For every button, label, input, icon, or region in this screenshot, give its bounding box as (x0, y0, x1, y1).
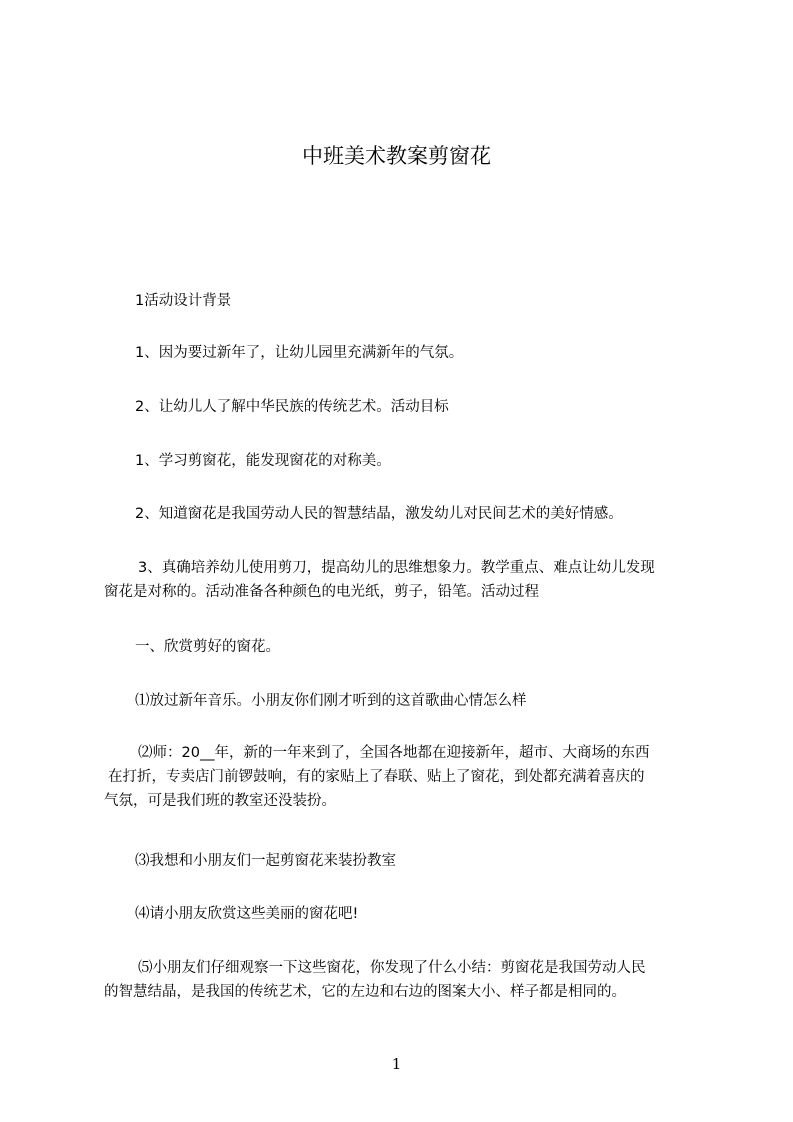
document-title: 中班美术教案剪窗花 (302, 144, 491, 168)
paragraph-step-1-item-5 (104, 956, 704, 1004)
paragraph-step-1-item-5-line-1: ⑸小朋友们仔细观察一下这些窗花，你发现了什么小结：剪窗花是我国劳动人民 (138, 960, 646, 976)
paragraph-step-1-item-2-line-2: 在打折，专卖店门前锣鼓响，有的家贴上了春联、贴上了窗花，到处都充满着喜庆的 (108, 769, 645, 785)
section-heading-background: 1活动设计背景 (135, 293, 232, 309)
paragraph-goal-1: 1、学习剪窗花，能发现窗花的对称美。 (135, 453, 391, 469)
paragraph-step-1-item-2-line-3: 气氛，可是我们班的教室还没装扮。 (104, 793, 336, 809)
paragraph-step-1-item-4: ⑷请小朋友欣赏这些美丽的窗花吧! (135, 906, 359, 922)
paragraph-goal-2: 2、知道窗花是我国劳动人民的智慧结晶，激发幼儿对民间艺术的美好情感。 (135, 506, 623, 522)
page-number: 1 (391, 1055, 402, 1073)
paragraph-reason-2: 2、让幼儿人了解中华民族的传统艺术。活动目标 (135, 399, 449, 415)
paragraph-goal-3-line-1: 3、真确培养幼儿使用剪刀，提高幼儿的思维想象力。教学重点、难点让幼儿发现 (138, 560, 655, 576)
paragraph-step-1-item-3: ⑶我想和小朋友们一起剪窗花来装扮教室 (135, 853, 396, 869)
paragraph-step-1-item-2-line-1: ⑵师：20__年，新的一年来到了，全国各地都在迎接新年，超市、大商场的东西 (138, 745, 650, 761)
paragraph-step-1-item-1: ⑴放过新年音乐。小朋友你们刚才听到的这首歌曲心情怎么样 (135, 693, 527, 709)
paragraph-step-1-item-5-line-2: 的智慧结晶，是我国的传统艺术，它的左边和右边的图案大小、样子都是相同的。 (104, 984, 626, 1000)
paragraph-reason-1: 1、因为要过新年了，让幼儿园里充满新年的气氛。 (135, 345, 464, 361)
paragraph-step-1-item-2 (104, 741, 704, 813)
paragraph-goal-3-line-2: 窗花是对称的。活动准备各种颜色的电光纸，剪子，铅笔。活动过程 (104, 584, 539, 600)
paragraph-step-1-heading: 一、欣赏剪好的窗花。 (135, 639, 280, 655)
paragraph-goal-3 (104, 556, 704, 604)
